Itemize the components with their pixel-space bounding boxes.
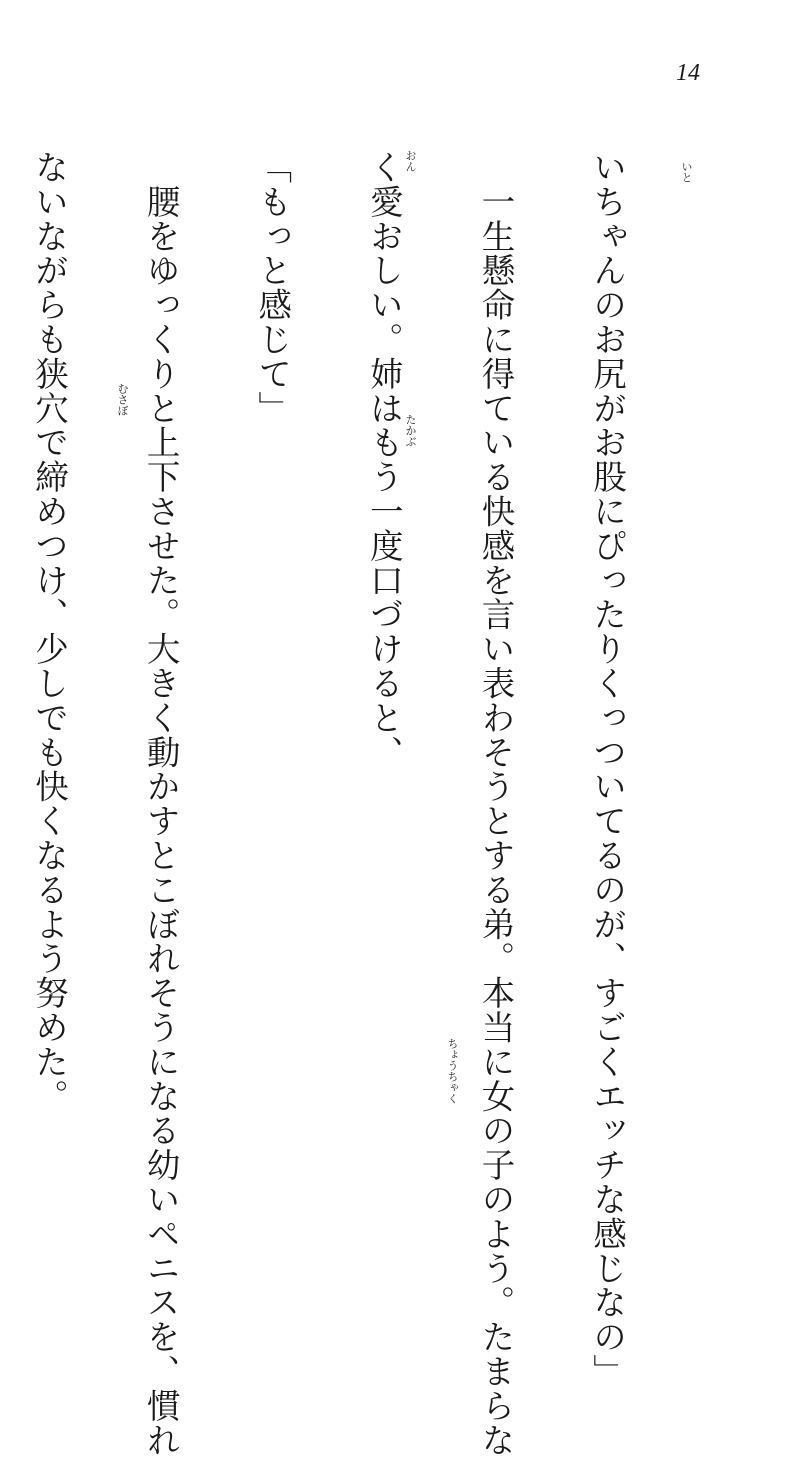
text-line: 一生懸命に得ている快感を言い表わそうとする弟。本当に女の子のよう。たまらな — [475, 150, 515, 1457]
ruby-annotation: ちょうちゃく — [446, 1038, 459, 1104]
ruby-annotation: むさぼ — [116, 383, 129, 416]
vertical-text-body — [29, 150, 700, 1457]
text-line: ないながらも狭穴で締めつけ、少しでも快くなるよう努めた。 — [29, 150, 69, 1114]
text-line: 「もっと感じて」 — [252, 150, 292, 426]
page-number: 14 — [676, 60, 700, 86]
text-line: く愛おしい。姉はもう一度口づけると、 — [364, 150, 404, 770]
ruby-annotation: おん — [404, 150, 417, 172]
ruby-annotation: いと — [680, 161, 693, 183]
text-line: 腰をゆっくりと上下させた。大きく動かすとこぼれそうになる幼いペニスを、慣れ — [141, 150, 181, 1457]
text-line: いちゃんのお尻がお股にぴったりくっついてるのが、すごくエッチな感じなの」 — [587, 150, 627, 1389]
ruby-annotation: たかぶ — [404, 414, 417, 447]
